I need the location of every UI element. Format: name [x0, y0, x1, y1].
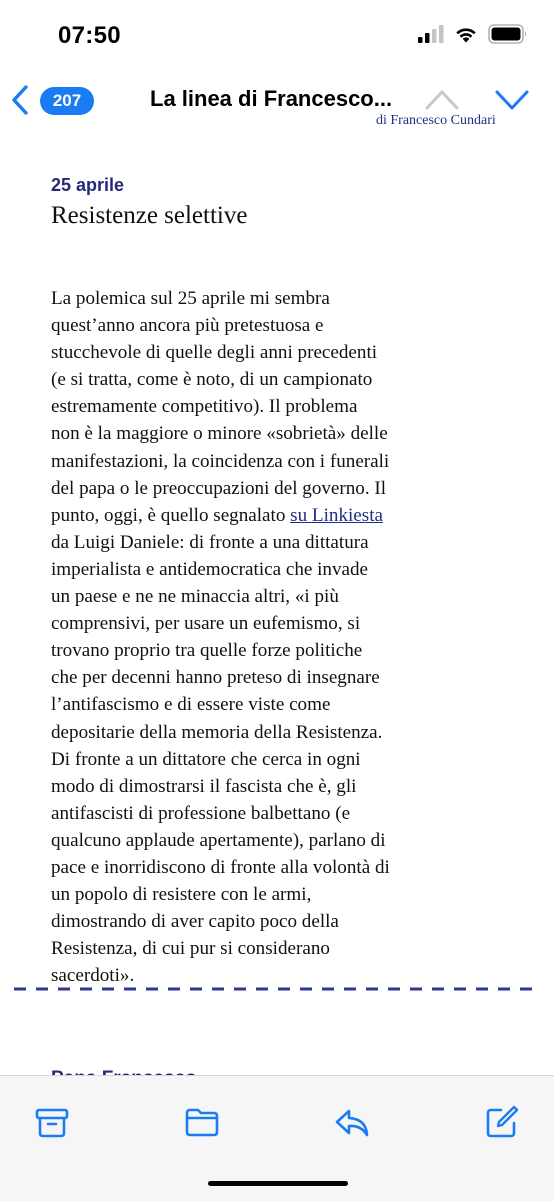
status-time: 07:50 [58, 22, 121, 49]
body-line: La polemica sul 25 aprile mi sembra [51, 288, 330, 309]
section-kicker: 25 aprile [51, 175, 125, 195]
chevron-left-icon[interactable] [8, 84, 32, 116]
chevron-up-icon[interactable] [424, 88, 460, 112]
reply-icon[interactable] [334, 1104, 370, 1140]
body-line: antifascisti di professione balbettano (e [51, 802, 351, 824]
wifi-icon [454, 25, 478, 43]
body-line: Di fronte a un dittatore che cerca in ogni [51, 748, 361, 770]
body-line: non è la maggiore o minore «sobrietà» delle [51, 423, 388, 445]
body-line: del papa o le preoccupazioni del governo. Il [51, 477, 387, 499]
unread-count-badge[interactable]: 207 [40, 87, 94, 115]
body-line: imperialista e antidemocratica che invade [51, 558, 369, 580]
status-bar [0, 0, 554, 72]
section-divider [14, 987, 540, 991]
mailbox-title: La linea di Francesco... [150, 86, 393, 111]
body-line: pace e inorridiscono di fronte alla volontà di [51, 856, 390, 878]
body-line-text: punto, oggi, è quello segnalato [51, 504, 291, 526]
body-line: modo di dimostrarsi il fascista che è, gli [51, 775, 357, 797]
body-line: trovano proprio tra quelle forze politiche [51, 640, 363, 662]
body-line: comprensivi, per usare un eufemismo, si [51, 613, 361, 635]
body-line: sacerdoti». [51, 965, 135, 987]
body-line: da Luigi Daniele: di fronte a una dittatura [51, 531, 369, 553]
article-body [51, 285, 521, 989]
body-line: stucchevole di quelle degli anni precedenti [51, 342, 378, 364]
body-line: estremamente competitivo). Il problema [51, 396, 358, 418]
body-line: (e si tratta, come è noto, di un campionato [51, 369, 373, 391]
partial-author-text: di Francesco Cundari [376, 113, 496, 128]
body-line: qualcuno applaude apertamente), parlano di [51, 829, 386, 851]
body-line: un paese e ne ne minaccia altri, «i più [51, 586, 339, 608]
compose-icon[interactable] [484, 1104, 520, 1140]
linkiesta-link[interactable]: su Linkiesta [290, 504, 383, 526]
home-indicator [208, 1181, 348, 1186]
body-line: depositarie della memoria della Resistenza. [51, 721, 383, 743]
folder-icon[interactable] [184, 1104, 220, 1140]
body-line: l’antifascismo e di essere viste come [51, 694, 331, 716]
body-line: Resistenza, di cui pur si considerano [51, 938, 330, 960]
body-line: quest’anno ancora più pretestuosa e [51, 315, 324, 337]
body-line: un popolo di resistere con le armi, [51, 884, 312, 906]
archive-icon[interactable] [34, 1104, 70, 1140]
body-line-with-link [51, 502, 521, 529]
partial-author-byline [376, 113, 496, 132]
battery-icon [488, 24, 528, 44]
signal-bars-icon [418, 25, 444, 43]
body-line: manifestazioni, la coincidenza con i funerali [51, 450, 390, 472]
body-line: che per decenni hanno preteso di insegnare [51, 667, 380, 689]
body-line: dimostrando di aver capito poco della [51, 911, 339, 933]
section-title: Resistenze selettive [51, 202, 248, 229]
status-icons [418, 24, 528, 44]
chevron-down-icon[interactable] [494, 88, 530, 112]
